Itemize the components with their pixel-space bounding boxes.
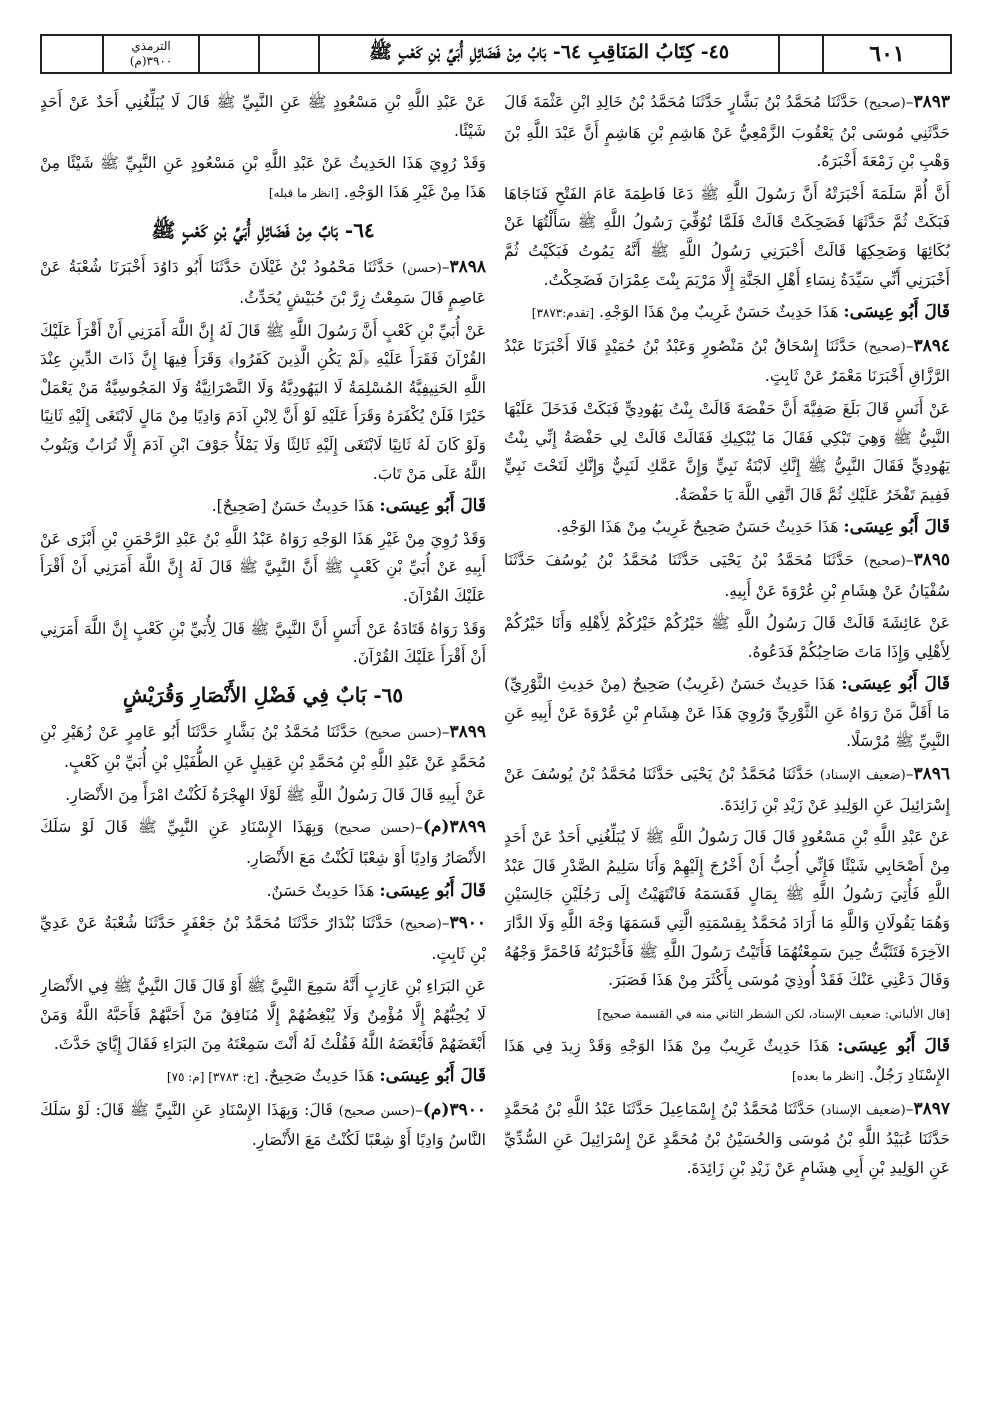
- paragraph-text: هَذَا حَدِيثٌ صَحِيحٌ.: [263, 1067, 375, 1086]
- paragraph-text: عَنْ أَبِيهِ قَالَ قَالَ رَسُولُ اللَّهِ ﷺ لَوْلَا الهِجْرَةُ لَكُنْتُ امْرَأً مِنَ الأَنْصَارِ.: [65, 785, 486, 804]
- hadith-grade: (حسن صحيح): [334, 821, 416, 837]
- tirmidhi-comment: [40, 1062, 486, 1092]
- hadith-grade: (حسن صحيح): [364, 725, 442, 741]
- abu-isa-label: قَالَ أَبُو عِيسَى:: [841, 674, 950, 695]
- hadith-paragraph: ٣٨٩٦–(ضعيف الإسناد) حَدَّثَنَا مُحَمَّدُ بْنُ يَحْيَى حَدَّثَنَا مُحَمَّدُ بْنُ يُوسُفَ عَنْ إِسْرَائِيلَ عَنِ الوَلِيدِ عَنْ زَيْدِ بْنِ زَائِدَةَ.: [504, 764, 950, 814]
- running-header: [40, 34, 952, 74]
- hadith-range-ref: [102, 36, 198, 72]
- hadith-paragraph: ٣٩٠٠(م)–(حسن صحيح) قَالَ: وَبِهَذَا الإِسْنَادِ عَنِ النَّبِيِّ ﷺ قَالَ: لَوْ سَلَكَ النَّاسُ وَادِيًا أَوْ شِعْبًا لَكُنْتُ مَعَ الأَنْصَارِ.: [40, 1099, 486, 1150]
- paragraph-text: عَنْ أَنَسٍ قَالَ بَلَغَ صَفِيَّةَ أَنَّ حَفْصَةَ قَالَتْ بِنْتُ يَهُودِيٍّ فَبَكَتْ فَدَخَلَ عَلَيْهَا النَّبِيُّ ﷺ وَهِيَ تَبْكِي فَقَالَ مَا يُبْكِيكِ فَقَالَتْ قَالَتْ لِي حَفْصَةُ إِنِّي بِنْتُ يَهُودِيٍّ فَقَالَ النَّبِيُّ ﷺ إِنَّكِ لَابْنَةُ نَبِيٍّ وَإِنَّ عَمَّكِ لَنَبِيٌّ وَإِنَّكِ لَتَحْتَ نَبِيٍّ فَفِيمَ تَفْخَرُ عَلَيْكِ ثُمَّ قَالَ اتَّقِي اللَّهَ يَا حَفْصَةُ.: [504, 399, 950, 504]
- paragraph-text: عَنْ عَبْدِ اللَّهِ بْنِ مَسْعُودٍ قَالَ قَالَ رَسُولُ اللَّهِ ﷺ لَا يُبَلِّغُنِي أَحَدٌ عَنْ أَحَدٍ مِنْ أَصْحَابِي شَيْئًا فَإِنِّي أُحِبُّ أَنْ أَخْرُجَ إِلَيْهِمْ وَأَنَا سَلِيمُ الصَّدْرِ قَالَ عَبْدُ اللَّهِ فَأُتِيَ رَسُولُ اللَّهِ ﷺ بِمَالٍ فَقَسَمَهُ فَانْتَهَيْتُ إِلَى رَجُلَيْنِ جَالِسَيْنِ وَهُمَا يَقُولَانِ وَاللَّهِ مَا أَرَادَ مُحَمَّدٌ بِقِسْمَتِهِ الَّتِي قَسَمَهَا وَجْهَ اللَّهِ وَلَا الدَّارَ الآخِرَةَ فَتَثَبَّتُّ حِينَ سَمِعْتُهُمَا فَأَتَيْتُ رَسُولَ اللَّهِ ﷺ فَأَخْبَرْتُهُ فَاحْمَرَّ وَجْهُهُ وَقَالَ دَعْنِي عَنْكَ فَقَدْ أُوذِيَ مُوسَى بِأَكْثَرَ مِنْ هَذَا فَصَبَرَ.: [504, 828, 950, 990]
- hadith-grade: (صحيح): [863, 96, 906, 111]
- paragraph-text: هَذَا حَدِيثٌ حَسَنٌ.: [266, 881, 375, 900]
- text-paragraph: [504, 823, 950, 995]
- hadith-number: ٣٩٠٠: [449, 913, 486, 934]
- paragraph-text: هَذَا حَدِيثٌ حَسَنٌ غَرِيبٌ مِنْ هَذَا الوَجْهِ.: [599, 303, 839, 322]
- cross-reference-note: [انظر ما قبله]: [268, 185, 339, 200]
- paragraph-text: وَبِهَذَا الإِسْنَادِ عَنِ النَّبِيِّ ﷺ قَالَ لَوْ سَلَكَ الأَنْصَارُ وَادِيًا أَوْ شِعْبًا لَكُنْتُ مَعَ الأَنْصَارِ.: [40, 818, 486, 868]
- paragraph-text: وَقَدْ رُوِيَ هَذَا الحَدِيثُ عَنْ عَبْدِ اللَّهِ بْنِ مَسْعُودٍ عَنِ النَّبِيِّ ﷺ شَيْئًا مِنْ هَذَا مِنْ غَيْرِ هَذَا الوَجْهِ.: [40, 154, 486, 201]
- abu-isa-label: قَالَ أَبُو عِيسَى:: [379, 880, 486, 901]
- hadith-number: ٣٨٩٩(م): [422, 817, 486, 838]
- hadith-paragraph: ٣٨٩٧–(ضعيف الإسناد) حَدَّثَنَا مُحَمَّدُ بْنُ إِسْمَاعِيلَ حَدَّثَنَا عَبْدُ اللَّهِ بْنُ مُحَمَّدٍ حَدَّثَنَا عُبَيْدُ اللَّهِ بْنُ مُوسَى وَالحُسَيْنُ بْنُ مُحَمَّدٍ عَنْ إِسْرَائِيلَ عَنِ السُّدِّيِّ عَنِ الوَلِيدِ بْنِ أَبِي هِشَامٍ عَنْ زَيْدِ بْنِ زَائِدَةَ.: [504, 1098, 950, 1177]
- hadith-number: ٣٨٩٣: [913, 92, 950, 112]
- hadith-grade: (صحيح): [399, 917, 442, 933]
- chapter-heading: ٦٥- بَابٌ فِي فَضْلِ الأَنْصَارِ وَقُرَيْشٍ: [122, 682, 404, 707]
- text-paragraph: [504, 609, 950, 666]
- paragraph-text: حَدَّثَنَا مُحَمَّدُ بْنُ بَشَّارٍ حَدَّثَنَا أَبُو عَامِرٍ عَنْ زُهَيْرِ بْنِ مُحَمَّدٍ عَنْ عَبْدِ اللَّهِ بْنِ مُحَمَّدِ بْنِ عَقِيلٍ عَنِ الطُّفَيْلِ بْنِ أُبَيِّ بْنِ كَعْبٍ.: [40, 722, 486, 772]
- tirmidhi-comment: [504, 1032, 950, 1090]
- hadith-paragraph: ٣٨٩٥–(صحيح) حَدَّثَنَا مُحَمَّدُ بْنُ يَحْيَى حَدَّثَنَا مُحَمَّدُ بْنُ يُوسُفَ حَدَّثَنَا سُفْيَانُ عَنْ هِشَامِ بْنِ عُرْوَةَ عَنْ أَبِيهِ.: [504, 549, 950, 600]
- paragraph-text: حَدَّثَنَا مُحَمَّدُ بْنُ يَحْيَى حَدَّثَنَا مُحَمَّدُ بْنُ يُوسُفَ عَنْ إِسْرَائِيلَ عَنِ الوَلِيدِ عَنْ زَيْدِ بْنِ زَائِدَةَ.: [504, 765, 950, 814]
- text-paragraph: [504, 999, 950, 1029]
- hadith-number: ٣٨٩٥: [913, 549, 950, 570]
- paragraph-text: هَذَا حَدِيثٌ حَسَنٌ صَحِيحٌ غَرِيبٌ مِنْ هَذَا الوَجْهِ.: [556, 518, 839, 537]
- hadith-paragraph: ٣٩٠٠–(صحيح) حَدَّثَنَا بُنْدَارٌ حَدَّثَنَا مُحَمَّدُ بْنُ جَعْفَرٍ حَدَّثَنَا شُعْبَةُ عَنْ عَدِيِّ بْنِ ثَابِتٍ.: [40, 913, 486, 963]
- hadith-grade: (صحيح): [863, 553, 906, 569]
- hadith-grade: (حسن): [402, 261, 442, 277]
- paragraph-text: حَدَّثَنَا مُحَمَّدُ بْنُ بَشَّارٍ حَدَّثَنَا مُحَمَّدُ بْنُ خَالِدِ ابْنِ عَثْمَةَ قَالَ حَدَّثَنِي مُوسَى بْنُ يَعْقُوبَ الزَّمْعِيُّ عَنْ هَاشِمِ بْنِ هَاشِمٍ أَنَّ عَبْدَ اللَّهِ بْنَ وَهْبِ بْنِ زَمْعَةَ أَخْبَرَهُ.: [504, 93, 950, 171]
- left-text-column: [40, 88, 486, 1378]
- hadith-grade: (حسن صحيح): [338, 1103, 416, 1119]
- hadith-paragraph: ٣٨٩٨–(حسن) حَدَّثَنَا مَحْمُودُ بْنُ غَيْلَانَ حَدَّثَنَا أَبُو دَاوُدَ أَخْبَرَنَا شُعْبَةُ عَنْ عَاصِمٍ قَالَ سَمِعْتُ زِرَّ بْنَ حُبَيْشٍ يُحَدِّثُ.: [40, 257, 486, 307]
- tirmidhi-comment: [40, 877, 486, 906]
- abu-isa-label: قَالَ أَبُو عِيسَى:: [843, 517, 950, 538]
- text-paragraph: [504, 395, 950, 509]
- header-blank-cell: [778, 36, 822, 72]
- paragraph-text: عَنِ البَرَاءِ بْنِ عَازِبٍ أَنَّهُ سَمِعَ النَّبِيَّ ﷺ أَوْ قَالَ قَالَ النَّبِيُّ ﷺ فِي الأَنْصَارِ لَا يُحِبُّهُمْ إِلَّا مُؤْمِنٌ وَلَا يُبْغِضُهُمْ إِلَّا مُنَافِقٌ مَنْ أَحَبَّهُمْ فَأَحَبَّهُ اللَّهُ وَمَنْ أَبْغَضَهُمْ فَأَبْغَضَهُ اللَّهُ فَقُلْتُ لَهُ أَنْتَ سَمِعْتَهُ مِنَ البَرَاءِ فَقَالَ إِيَّايَ حَدَّثَ.: [40, 977, 486, 1053]
- tirmidhi-comment: [40, 492, 486, 521]
- hadith-number: ٣٨٩٦: [913, 764, 950, 785]
- paragraph-text: وَقَدْ رَوَاهُ قَتَادَةُ عَنْ أَنَسٍ أَنَّ النَّبِيَّ ﷺ قَالَ لِأُبَيِّ بْنِ كَعْبٍ إِنَّ اللَّهَ أَمَرَنِي أَنْ أَقْرَأَ عَلَيْكَ القُرْآنَ.: [40, 619, 486, 667]
- hadith-grade: (ضعيف الإسناد): [820, 1102, 906, 1118]
- paragraph-text: حَدَّثَنَا بُنْدَارٌ حَدَّثَنَا مُحَمَّدُ بْنُ جَعْفَرٍ حَدَّثَنَا شُعْبَةُ عَنْ عَدِيِّ بْنِ ثَابِتٍ.: [40, 914, 486, 963]
- paragraph-text: أَنَّ أُمَّ سَلَمَةَ أَخْبَرَتْهُ أَنَّ رَسُولَ اللَّهِ ﷺ دَعَا فَاطِمَةَ عَامَ الفَتْحِ فَنَاجَاهَا فَبَكَتْ ثُمَّ حَدَّثَهَا فَضَحِكَتْ قَالَتْ فَلَمَّا تُوُفِّيَ رَسُولُ اللَّهِ ﷺ سَأَلْتُهَا عَنْ بُكَائِهَا وَضَحِكِهَا قَالَتْ أَخْبَرَنِي رَسُولُ اللَّهِ ﷺ أَنَّهُ يَمُوتُ فَبَكَيْتُ ثُمَّ أَخْبَرَنِي أَنِّي سَيِّدَةُ نِسَاءِ أَهْلِ الجَنَّةِ إِلَّا مَرْيَمَ بِنْتَ عِمْرَانَ فَضَحِكْتُ.: [504, 184, 950, 289]
- abu-isa-label: قَالَ أَبُو عِيسَى:: [837, 1036, 950, 1057]
- paragraph-text: عَنْ عَبْدِ اللَّهِ بْنِ مَسْعُودٍ ﷺ عَنِ النَّبِيِّ ﷺ قَالَ لَا يُبَلِّغُنِي أَحَدٌ عَنْ أَحَدٍ شَيْئًا.: [40, 93, 486, 140]
- book-name: الترمذي: [131, 39, 171, 53]
- hadith-number: ٣٨٩٧: [913, 1098, 950, 1119]
- paragraph-text: هَذَا حَدِيثٌ حَسَنٌ [صَحِيحٌ].: [211, 497, 375, 516]
- right-text-column: [504, 88, 950, 1378]
- text-paragraph: [40, 317, 486, 489]
- cross-reference-note: [انظر ما بعده]: [792, 1069, 864, 1083]
- cross-reference-note: [خ: ٣٧٨٣] [م: ٧٥]: [166, 1070, 259, 1085]
- tirmidhi-comment: [504, 513, 950, 542]
- paragraph-text: عَنْ أُبَيِّ بْنِ كَعْبٍ أَنَّ رَسُولَ اللَّهِ ﷺ قَالَ لَهُ إِنَّ اللَّهَ أَمَرَنِي أَنْ أَقْرَأَ عَلَيْكَ القُرْآنَ فَقَرَأَ عَلَيْهِ ﴿لَمْ يَكُنِ الَّذِينَ كَفَرُوا﴾ وَقَرَأَ فِيهَا إِنَّ ذَاتَ الدِّينِ عِنْدَ اللَّهِ الحَنِيفِيَّةُ المُسْلِمَةُ لَا اليَهُودِيَّةُ وَلَا النَّصْرَانِيَّةُ وَلَا المَجُوسِيَّةُ مَنْ يَعْمَلْ خَيْرًا فَلَنْ يُكْفَرَهُ وَقَرَأَ عَلَيْهِ لَوْ أَنَّ لِابْنِ آدَمَ وَادِيًا مِنْ مَالٍ لَابْتَغَى إِلَيْهِ ثَانِيًا وَلَوْ كَانَ لَهُ ثَانِيًا لَابْتَغَى إِلَيْهِ ثَالِثًا وَلَا يَمْلَأُ جَوْفَ ابْنِ آدَمَ إِلَّا تُرَابٌ وَيَتُوبُ اللَّهُ عَلَى مَنْ تَابَ.: [40, 321, 486, 483]
- hadith-paragraph: ٣٨٩٩–(حسن صحيح) حَدَّثَنَا مُحَمَّدُ بْنُ بَشَّارٍ حَدَّثَنَا أَبُو عَامِرٍ عَنْ زُهَيْرِ بْنِ مُحَمَّدٍ عَنْ عَبْدِ اللَّهِ بْنِ مُحَمَّدِ بْنِ عَقِيلٍ عَنِ الطُّفَيْلِ بْنِ أُبَيِّ بْنِ كَعْبٍ.: [40, 721, 486, 772]
- paragraph-text: هَذَا حَدِيثٌ غَرِيبٌ مِنْ هَذَا الوَجْهِ وَقَدْ زِيدَ فِي هَذَا الإِسْنَادِ رَجُلٌ.: [504, 1037, 950, 1084]
- paragraph-text: حَدَّثَنَا إِسْحَاقُ بْنُ مَنْصُورٍ وَعَبْدُ بْنُ حُمَيْدٍ قَالَا أَخْبَرَنَا عَبْدُ الرَّزَّاقِ أَخْبَرَنَا مَعْمَرٌ عَنْ ثَابِتٍ.: [504, 336, 950, 386]
- paragraph-text: عَنْ عَائِشَةَ قَالَتْ قَالَ رَسُولُ اللَّهِ ﷺ خَيْرُكُمْ خَيْرُكُمْ لِأَهْلِهِ وَأَنَا خَيْرُكُمْ لِأَهْلِي وَإِذَا مَاتَ صَاحِبُكُمْ فَدَعُوهُ.: [504, 614, 950, 661]
- header-blank-cell: [42, 36, 102, 72]
- paragraph-text: وَقَدْ رُوِيَ مِنْ غَيْرِ هَذَا الوَجْهِ رَوَاهُ عَبْدُ اللَّهِ بْنُ عَبْدِ الرَّحْمَنِ بْنِ أَبْزَى عَنْ أَبِيهِ عَنْ أُبَيِّ بْنِ كَعْبٍ ﷺ أَنَّ النَّبِيَّ ﷺ قَالَ لَهُ إِنَّ اللَّهَ أَمَرَنِي أَنْ أَقْرَأَ عَلَيْكَ القُرْآنَ.: [40, 529, 486, 605]
- tirmidhi-comment: [504, 670, 950, 756]
- paragraph-text: هَذَا حَدِيثٌ حَسَنٌ (غَرِيبٌ) صَحِيحٌ (مِنْ حَدِيثِ الثَّوْرِيِّ) مَا أَقَلَّ مَنْ رَوَاهُ عَنِ الثَّوْرِيِّ وَرُوِيَ هَذَا عَنْ هِشَامِ بْنِ عُرْوَةَ عَنْ أَبِيهِ عَنِ النَّبِيِّ ﷺ مُرْسَلًا.: [504, 675, 950, 751]
- hadith-number: ٣٨٩٤: [913, 335, 950, 356]
- text-paragraph: [40, 615, 486, 672]
- tirmidhi-comment: [504, 298, 950, 328]
- paragraph-text: حَدَّثَنَا مَحْمُودُ بْنُ غَيْلَانَ حَدَّثَنَا أَبُو دَاوُدَ أَخْبَرَنَا شُعْبَةُ عَنْ عَاصِمٍ قَالَ سَمِعْتُ زِرَّ بْنَ حُبَيْشٍ يُحَدِّثُ.: [40, 258, 486, 307]
- text-paragraph: [40, 525, 486, 611]
- cross-reference-note: [تقدم:٣٨٧٣]: [531, 306, 595, 321]
- hadith-paragraph: ٣٨٩٣–(صحيح) حَدَّثَنَا مُحَمَّدُ بْنُ بَشَّارٍ حَدَّثَنَا مُحَمَّدُ بْنُ خَالِدِ ابْنِ عَثْمَةَ قَالَ حَدَّثَنِي مُوسَى بْنُ يَعْقُوبَ الزَّمْعِيُّ عَنْ هَاشِمِ بْنِ هَاشِمٍ أَنَّ عَبْدَ اللَّهِ بْنَ وَهْبِ بْنِ زَمْعَةَ أَخْبَرَهُ.: [504, 92, 950, 171]
- hadith-paragraph: ٣٨٩٩(م)–(حسن صحيح) وَبِهَذَا الإِسْنَادِ عَنِ النَّبِيِّ ﷺ قَالَ لَوْ سَلَكَ الأَنْصَارُ وَادِيًا أَوْ شِعْبًا لَكُنْتُ مَعَ الأَنْصَارِ.: [40, 817, 486, 868]
- text-paragraph: [40, 88, 486, 145]
- header-blank-cell: [258, 36, 318, 72]
- page-number: ٦٠١: [822, 36, 950, 72]
- hadith-paragraph: ٣٨٩٤–(صحيح) حَدَّثَنَا إِسْحَاقُ بْنُ مَنْصُورٍ وَعَبْدُ بْنُ حُمَيْدٍ قَالَا أَخْبَرَنَا عَبْدُ الرَّزَّاقِ أَخْبَرَنَا مَعْمَرٌ عَنْ ثَابِتٍ.: [504, 335, 950, 386]
- cross-reference-note: [قال الألباني: ضعيف الإسناد، لكن الشطر الثاني منه في القسمة صحيح]: [597, 1006, 950, 1021]
- hadith-number: ٣٩٠٠(م): [422, 1099, 486, 1120]
- paragraph-text: حَدَّثَنَا مُحَمَّدُ بْنُ يَحْيَى حَدَّثَنَا مُحَمَّدُ بْنُ يُوسُفَ حَدَّثَنَا سُفْيَانُ عَنْ هِشَامِ بْنِ عُرْوَةَ عَنْ أَبِيهِ.: [504, 550, 950, 600]
- hadith-grade: (صحيح): [863, 339, 906, 355]
- hadith-range: ٣٩٠٠(م): [129, 54, 173, 68]
- header-blank-cell: [198, 36, 258, 72]
- hadith-grade: (ضعيف الإسناد): [819, 768, 906, 784]
- abu-isa-label: قَالَ أَبُو عِيسَى:: [379, 1066, 486, 1087]
- text-paragraph: [40, 149, 486, 207]
- abu-isa-label: قَالَ أَبُو عِيسَى:: [843, 302, 950, 323]
- text-paragraph: [40, 781, 486, 810]
- running-title: ٤٥- كِتَابُ المَنَاقِبِ ٦٤- بَابُ مِنْ فَضَائِلِ أُبَيِّ بْنِ كَعْبٍ ﷺ: [318, 36, 778, 72]
- text-paragraph: [40, 972, 486, 1058]
- chapter-heading: ٦٤- بَابٌ مِنْ فَضَائِلِ أُبَيِّ بْنِ كَعْبٍ ﷺ: [151, 218, 375, 243]
- hadith-number: ٣٨٩٨: [449, 257, 486, 278]
- text-paragraph: [504, 180, 950, 294]
- hadith-number: ٣٨٩٩: [449, 721, 486, 742]
- abu-isa-label: قَالَ أَبُو عِيسَى:: [379, 496, 486, 517]
- paragraph-text: قَالَ: وَبِهَذَا الإِسْنَادِ عَنِ النَّبِيِّ ﷺ قَالَ: لَوْ سَلَكَ النَّاسُ وَادِيًا أَوْ شِعْبًا لَكُنْتُ مَعَ الأَنْصَارِ.: [40, 1100, 486, 1150]
- paragraph-text: حَدَّثَنَا مُحَمَّدُ بْنُ إِسْمَاعِيلَ حَدَّثَنَا عَبْدُ اللَّهِ بْنُ مُحَمَّدٍ حَدَّثَنَا عُبَيْدُ اللَّهِ بْنُ مُوسَى وَالحُسَيْنُ بْنُ مُحَمَّدٍ عَنْ إِسْرَائِيلَ عَنِ السُّدِّيِّ عَنِ الوَلِيدِ بْنِ أَبِي هِشَامٍ عَنْ زَيْدِ بْنِ زَائِدَةَ.: [504, 1099, 950, 1177]
